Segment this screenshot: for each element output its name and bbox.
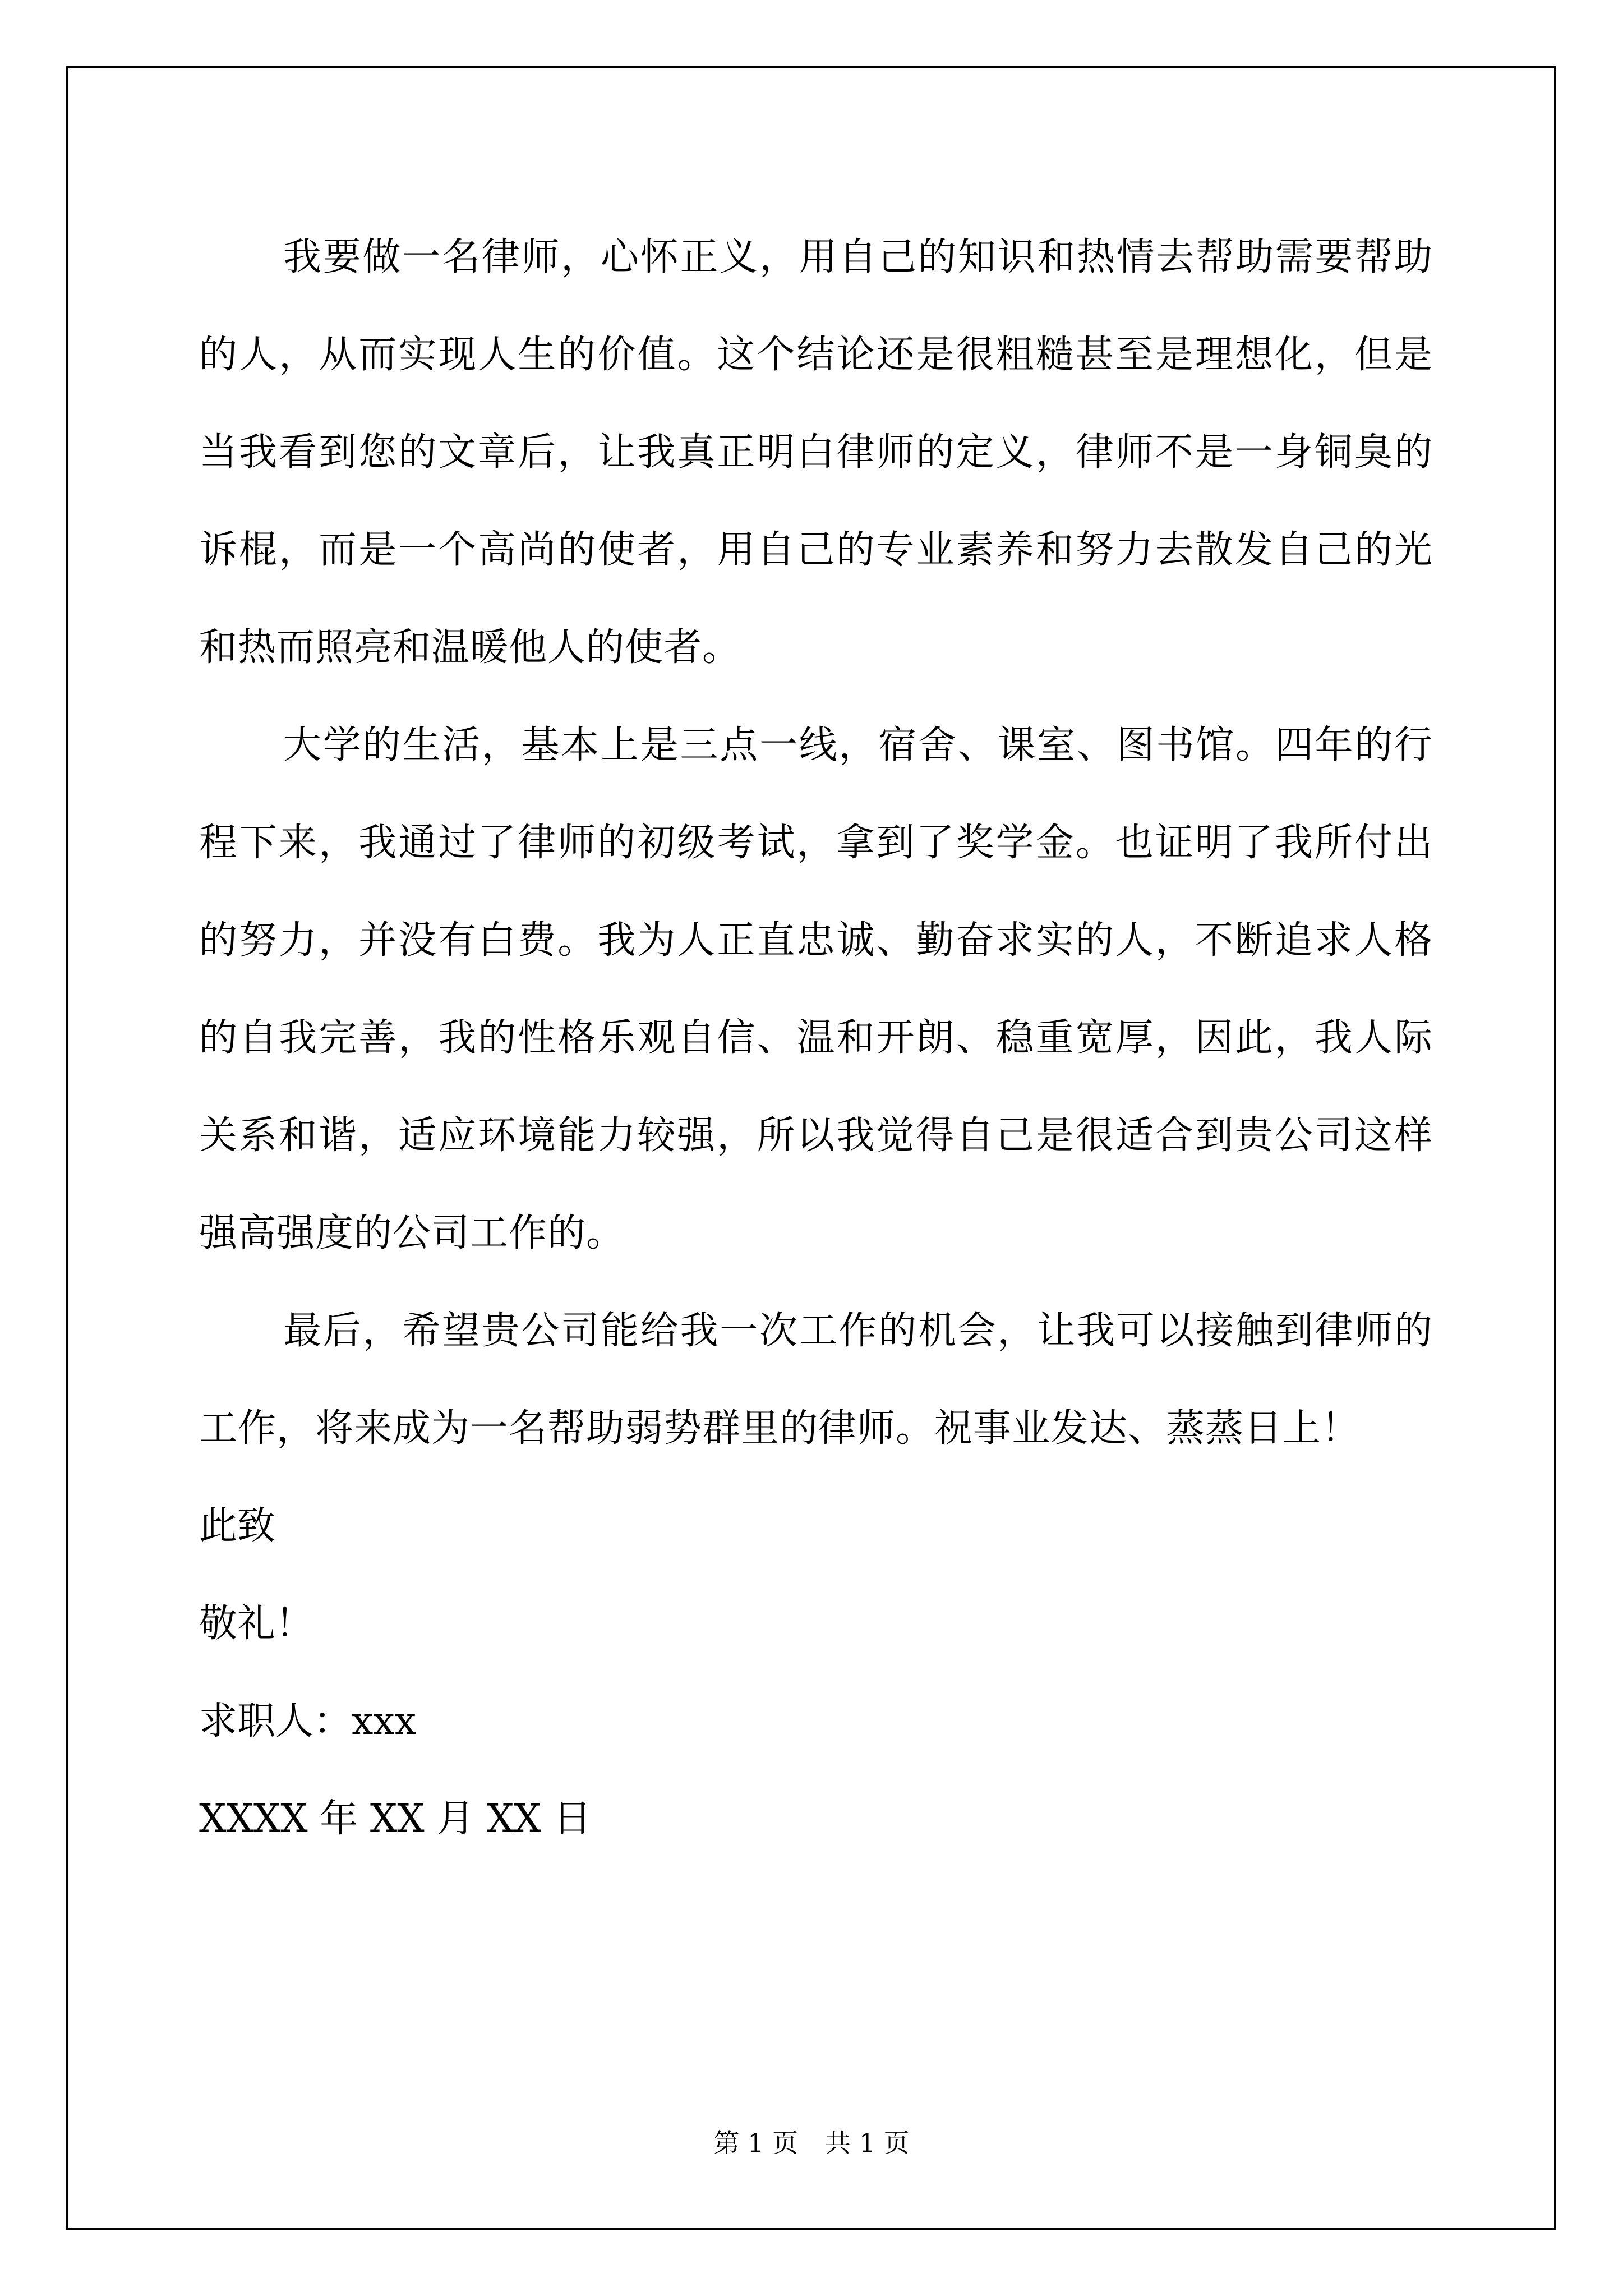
- salutation-line-1: 此致: [199, 1504, 276, 1548]
- letter-date: XXXX 年 XX 月 XX 日: [199, 1797, 592, 1841]
- letter-body: [199, 209, 1433, 1868]
- paragraph-3: 最后，希望贵公司能给我一次工作的机会，让我可以接触到律师的工作，将来成为一名帮助弱势群里的律师。祝事业发达、蒸蒸日上！: [199, 1309, 1433, 1451]
- paragraph-1: 我要做一名律师，心怀正义，用自己的知识和热情去帮助需要帮助的人，从而实现人生的价值。这个结论还是很粗糙甚至是理想化，但是当我看到您的文章后，让我真正明白律师的定义，律师不是一身铜臭的诉棍，而是一个高尚的使者，用自己的专业素养和努力去散发自己的光和热而照亮和温暖他人的使者。: [199, 235, 1433, 670]
- page-number-total: 共 1 页: [825, 2128, 910, 2158]
- salutation-line-2: 敬礼！: [199, 1602, 314, 1646]
- applicant-signature: 求职人：xxx: [199, 1699, 417, 1743]
- page-number-current: 第 1 页: [713, 2128, 798, 2158]
- page-footer: [0, 2126, 1623, 2160]
- paragraph-2: 大学的生活，基本上是三点一线，宿舍、课室、图书馆。四年的行程下来，我通过了律师的初级考试，拿到了奖学金。也证明了我所付出的努力，并没有白费。我为人正直忠诚、勤奋求实的人，不断追求人格的自我完善，我的性格乐观自信、温和开朗、稳重宽厚，因此，我人际关系和谐，适应环境能力较强，所以我觉得自己是很适合到贵公司这样强高强度的公司工作的。: [199, 723, 1433, 1255]
